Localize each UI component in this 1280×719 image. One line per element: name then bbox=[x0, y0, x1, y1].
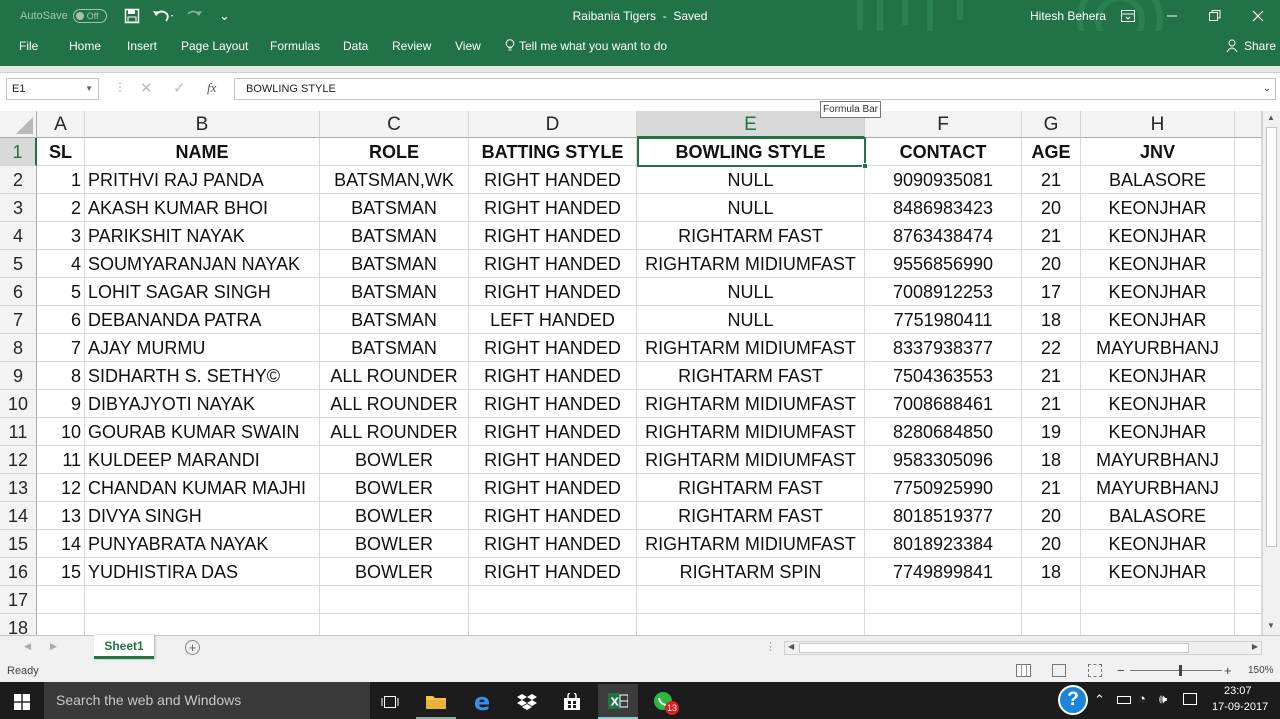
table-cell[interactable]: 6 bbox=[37, 306, 85, 334]
table-cell[interactable]: 1 bbox=[37, 166, 85, 194]
table-cell[interactable]: SOUMYARANJAN NAYAK bbox=[85, 250, 320, 278]
table-cell[interactable]: RIGHT HANDED bbox=[469, 334, 637, 362]
tell-me-box[interactable] bbox=[505, 31, 667, 66]
row-header-18[interactable]: 18 bbox=[0, 614, 37, 635]
table-cell[interactable]: 9556856990 bbox=[865, 250, 1022, 278]
table-cell[interactable]: 18 bbox=[1022, 558, 1081, 586]
empty-cell[interactable] bbox=[1235, 306, 1262, 334]
close-icon[interactable] bbox=[1252, 0, 1264, 31]
table-cell[interactable]: 18 bbox=[1022, 446, 1081, 474]
table-cell[interactable]: BALASORE bbox=[1081, 502, 1235, 530]
name-box-dropdown-icon[interactable]: ▼ bbox=[85, 84, 93, 93]
table-cell[interactable]: KEONJHAR bbox=[1081, 530, 1235, 558]
table-cell[interactable]: 7008688461 bbox=[865, 390, 1022, 418]
table-cell[interactable]: 20 bbox=[1022, 530, 1081, 558]
table-cell[interactable]: PARIKSHIT NAYAK bbox=[85, 222, 320, 250]
name-box[interactable] bbox=[6, 78, 99, 100]
empty-cell[interactable] bbox=[1235, 502, 1262, 530]
row-header-12[interactable]: 12 bbox=[0, 446, 37, 474]
empty-cell[interactable] bbox=[85, 586, 320, 614]
formula-row bbox=[0, 74, 1280, 115]
table-cell[interactable]: MAYURBHANJ bbox=[1081, 474, 1235, 502]
table-cell[interactable]: RIGHT HANDED bbox=[469, 278, 637, 306]
table-cell[interactable]: 17 bbox=[1022, 278, 1081, 306]
table-cell[interactable]: 21 bbox=[1022, 166, 1081, 194]
table-cell[interactable]: LOHIT SAGAR SINGH bbox=[85, 278, 320, 306]
empty-cell[interactable] bbox=[865, 614, 1022, 635]
table-cell[interactable]: 9090935081 bbox=[865, 166, 1022, 194]
person-icon bbox=[1226, 39, 1240, 52]
table-cell[interactable]: NULL bbox=[637, 166, 865, 194]
minimize-icon[interactable] bbox=[1166, 0, 1178, 31]
table-cell[interactable]: PRITHVI RAJ PANDA bbox=[85, 166, 320, 194]
table-cell[interactable]: 20 bbox=[1022, 194, 1081, 222]
redo-icon[interactable] bbox=[184, 0, 206, 31]
table-cell[interactable]: DEBANANDA PATRA bbox=[85, 306, 320, 334]
table-cell[interactable]: NULL bbox=[637, 278, 865, 306]
horizontal-scrollbar[interactable] bbox=[784, 641, 1262, 655]
tray-expand-icon[interactable]: ⌃ bbox=[1094, 692, 1105, 707]
sheet-tab-bar bbox=[0, 635, 1280, 661]
new-sheet-icon[interactable]: + bbox=[185, 640, 200, 655]
whatsapp-badge: 13 bbox=[666, 703, 677, 713]
file-explorer-icon[interactable] bbox=[416, 684, 456, 719]
zoom-slider-thumb[interactable] bbox=[1179, 665, 1182, 676]
table-cell[interactable]: 8486983423 bbox=[865, 194, 1022, 222]
tell-me-text: Tell me what you want to do bbox=[519, 39, 668, 53]
table-cell[interactable]: RIGHT HANDED bbox=[469, 558, 637, 586]
header-cell-g[interactable]: AGE bbox=[1022, 138, 1081, 166]
empty-cell[interactable] bbox=[1235, 614, 1262, 635]
header-cell-a[interactable]: SL bbox=[37, 138, 85, 166]
status-bar bbox=[0, 661, 1280, 682]
table-cell[interactable]: RIGHT HANDED bbox=[469, 250, 637, 278]
table-cell[interactable]: 8763438474 bbox=[865, 222, 1022, 250]
zoom-level[interactable]: 150% bbox=[1248, 665, 1274, 676]
title-bar bbox=[0, 0, 1280, 31]
scroll-up-icon[interactable]: ▲ bbox=[1267, 113, 1275, 122]
table-cell[interactable]: BALASORE bbox=[1081, 166, 1235, 194]
table-cell[interactable]: MAYURBHANJ bbox=[1081, 446, 1235, 474]
table-cell[interactable]: PUNYABRATA NAYAK bbox=[85, 530, 320, 558]
table-cell[interactable]: 7 bbox=[37, 334, 85, 362]
worksheet-grid[interactable] bbox=[0, 111, 1262, 635]
table-cell[interactable]: RIGHT HANDED bbox=[469, 502, 637, 530]
tooltip-text: Formula Bar bbox=[823, 104, 879, 115]
insert-function-icon[interactable]: fx bbox=[207, 80, 217, 95]
formula-bar-tooltip bbox=[820, 101, 881, 118]
column-header-a[interactable]: A bbox=[37, 111, 85, 138]
table-cell[interactable]: KEONJHAR bbox=[1081, 390, 1235, 418]
table-cell[interactable]: 7504363553 bbox=[865, 362, 1022, 390]
share-label: Share bbox=[1244, 39, 1277, 53]
empty-cell[interactable] bbox=[1235, 390, 1262, 418]
table-cell[interactable]: DIBYAJYOTI NAYAK bbox=[85, 390, 320, 418]
horizontal-scroll-thumb[interactable] bbox=[799, 643, 1189, 653]
table-cell[interactable]: 5 bbox=[37, 278, 85, 306]
column-header-g[interactable]: G bbox=[1022, 111, 1081, 138]
table-cell[interactable]: LEFT HANDED bbox=[469, 306, 637, 334]
table-cell[interactable]: 18 bbox=[1022, 306, 1081, 334]
row-header-2[interactable]: 2 bbox=[0, 166, 37, 194]
table-cell[interactable]: KULDEEP MARANDI bbox=[85, 446, 320, 474]
table-cell[interactable]: NULL bbox=[637, 306, 865, 334]
scroll-left-icon[interactable]: ◀ bbox=[788, 642, 795, 651]
table-cell[interactable]: RIGHTARM MIDIUMFAST bbox=[637, 334, 865, 362]
autosave-label: AutoSave bbox=[20, 9, 68, 22]
table-cell[interactable]: BOWLER bbox=[320, 474, 469, 502]
table-cell[interactable]: 4 bbox=[37, 250, 85, 278]
table-cell[interactable]: SIDHARTH S. SETHY© bbox=[85, 362, 320, 390]
empty-cell[interactable] bbox=[1081, 586, 1235, 614]
table-cell[interactable]: KEONJHAR bbox=[1081, 418, 1235, 446]
table-cell[interactable]: BATSMAN bbox=[320, 194, 469, 222]
table-cell[interactable]: RIGHTARM MIDIUMFAST bbox=[637, 250, 865, 278]
table-cell[interactable]: KEONJHAR bbox=[1081, 194, 1235, 222]
save-icon[interactable] bbox=[124, 0, 140, 31]
empty-cell[interactable] bbox=[37, 586, 85, 614]
table-cell[interactable]: YUDHISTIRA DAS bbox=[85, 558, 320, 586]
status-ready: Ready bbox=[7, 665, 39, 677]
column-header-b[interactable]: B bbox=[85, 111, 320, 138]
tab-data[interactable]: Data bbox=[343, 39, 369, 53]
table-cell[interactable]: RIGHT HANDED bbox=[469, 474, 637, 502]
header-cell-b[interactable]: NAME bbox=[85, 138, 320, 166]
table-cell[interactable]: RIGHT HANDED bbox=[469, 530, 637, 558]
column-header-next[interactable] bbox=[1235, 111, 1262, 138]
empty-cell[interactable] bbox=[865, 586, 1022, 614]
empty-cell[interactable] bbox=[85, 614, 320, 635]
autosave-state: Off bbox=[86, 10, 99, 21]
empty-cell[interactable] bbox=[1235, 418, 1262, 446]
svg-text:X: X bbox=[610, 695, 619, 708]
battery-icon[interactable] bbox=[1117, 696, 1131, 704]
table-cell[interactable]: 7751980411 bbox=[865, 306, 1022, 334]
tab-view[interactable]: View bbox=[455, 39, 481, 53]
column-header-d[interactable]: D bbox=[469, 111, 637, 138]
table-cell[interactable]: 21 bbox=[1022, 362, 1081, 390]
row-header-7[interactable]: 7 bbox=[0, 306, 37, 334]
autosave-switch[interactable] bbox=[73, 9, 107, 23]
table-cell[interactable]: 14 bbox=[37, 530, 85, 558]
tab-insert[interactable]: Insert bbox=[127, 39, 158, 53]
table-cell[interactable]: 12 bbox=[37, 474, 85, 502]
table-cell[interactable]: RIGHTARM MIDIUMFAST bbox=[637, 446, 865, 474]
page-layout-view-icon[interactable] bbox=[1052, 664, 1066, 677]
expand-formula-bar-icon[interactable]: ⌄ bbox=[1262, 83, 1271, 94]
table-cell[interactable]: 8 bbox=[37, 362, 85, 390]
document-title: Raibania Tigers - Saved bbox=[572, 8, 708, 23]
empty-cell[interactable] bbox=[1022, 614, 1081, 635]
table-cell[interactable]: GOURAB KUMAR SWAIN bbox=[85, 418, 320, 446]
tab-page-layout[interactable]: Page Layout bbox=[181, 39, 249, 53]
zoom-out-icon[interactable]: − bbox=[1117, 663, 1125, 678]
store-icon[interactable] bbox=[552, 684, 592, 719]
empty-cell[interactable] bbox=[1235, 334, 1262, 362]
table-cell[interactable]: 3 bbox=[37, 222, 85, 250]
table-cell[interactable]: DIVYA SINGH bbox=[85, 502, 320, 530]
empty-cell[interactable] bbox=[1235, 166, 1262, 194]
table-cell[interactable]: BOWLER bbox=[320, 530, 469, 558]
table-cell[interactable]: 7749899841 bbox=[865, 558, 1022, 586]
header-cell-e[interactable]: BOWLING STYLE bbox=[637, 138, 865, 166]
table-cell[interactable]: ALL ROUNDER bbox=[320, 418, 469, 446]
table-cell[interactable]: ALL ROUNDER bbox=[320, 390, 469, 418]
table-cell[interactable]: RIGHTARM FAST bbox=[637, 222, 865, 250]
row-header-14[interactable]: 14 bbox=[0, 502, 37, 530]
sheet-tab-label: Sheet1 bbox=[104, 639, 144, 653]
empty-cell[interactable] bbox=[1235, 250, 1262, 278]
header-cell-h[interactable]: JNV bbox=[1081, 138, 1235, 166]
row-header-11[interactable]: 11 bbox=[0, 418, 37, 446]
table-cell[interactable]: RIGHT HANDED bbox=[469, 194, 637, 222]
empty-cell[interactable] bbox=[1235, 278, 1262, 306]
restore-icon[interactable] bbox=[1209, 0, 1221, 31]
header-cell-d[interactable]: BATTING STYLE bbox=[469, 138, 637, 166]
table-cell[interactable]: BATSMAN bbox=[320, 306, 469, 334]
enter-entry-icon[interactable]: ✓ bbox=[173, 80, 186, 97]
empty-cell[interactable] bbox=[1022, 586, 1081, 614]
task-view-icon[interactable] bbox=[370, 684, 410, 719]
table-cell[interactable]: 9583305096 bbox=[865, 446, 1022, 474]
table-cell[interactable]: BATSMAN bbox=[320, 222, 469, 250]
name-box-value: E1 bbox=[12, 83, 26, 95]
fill-handle[interactable] bbox=[862, 163, 868, 169]
lightbulb-icon bbox=[505, 39, 515, 52]
vertical-scrollbar[interactable] bbox=[1262, 111, 1280, 635]
empty-cell[interactable] bbox=[1235, 586, 1262, 614]
taskbar-search-placeholder: Search the web and Windows bbox=[56, 692, 242, 708]
autosave-toggle[interactable] bbox=[20, 0, 107, 31]
ribbon-tabs bbox=[0, 31, 1280, 66]
table-cell[interactable]: MAYURBHANJ bbox=[1081, 334, 1235, 362]
tab-split-grip-icon[interactable]: ⋮ bbox=[765, 641, 776, 653]
page-break-view-icon[interactable] bbox=[1088, 664, 1102, 677]
table-cell[interactable]: BOWLER bbox=[320, 502, 469, 530]
empty-cell[interactable] bbox=[37, 614, 85, 635]
vertical-scroll-thumb[interactable] bbox=[1266, 127, 1277, 547]
table-cell[interactable]: 9 bbox=[37, 390, 85, 418]
table-cell[interactable]: 8018519377 bbox=[865, 502, 1022, 530]
table-cell[interactable]: 19 bbox=[1022, 418, 1081, 446]
table-cell[interactable]: BATSMAN bbox=[320, 334, 469, 362]
table-cell[interactable]: BATSMAN bbox=[320, 278, 469, 306]
help-icon[interactable]: ? bbox=[1058, 685, 1088, 715]
clock-date[interactable]: 17-09-2017 bbox=[1212, 701, 1269, 713]
volume-icon[interactable]: 🕪 bbox=[1159, 691, 1168, 706]
table-cell[interactable]: RIGHTARM MIDIUMFAST bbox=[637, 530, 865, 558]
empty-cell[interactable] bbox=[1235, 362, 1262, 390]
wifi-icon[interactable]: ◔ bbox=[1138, 691, 1146, 706]
table-cell[interactable]: AJAY MURMU bbox=[85, 334, 320, 362]
empty-cell[interactable] bbox=[320, 586, 469, 614]
table-cell[interactable]: RIGHTARM FAST bbox=[637, 474, 865, 502]
dropbox-icon[interactable] bbox=[507, 684, 547, 719]
tab-formulas[interactable]: Formulas bbox=[270, 39, 321, 53]
empty-cell[interactable] bbox=[469, 586, 637, 614]
table-cell[interactable]: 10 bbox=[37, 418, 85, 446]
table-cell[interactable]: 13 bbox=[37, 502, 85, 530]
scroll-right-icon[interactable]: ▶ bbox=[1251, 642, 1258, 651]
normal-view-icon[interactable] bbox=[1016, 664, 1031, 677]
empty-cell[interactable] bbox=[1235, 194, 1262, 222]
row-header-3[interactable]: 3 bbox=[0, 194, 37, 222]
table-cell[interactable]: 20 bbox=[1022, 250, 1081, 278]
table-cell[interactable]: RIGHT HANDED bbox=[469, 418, 637, 446]
table-cell[interactable]: RIGHTARM SPIN bbox=[637, 558, 865, 586]
prev-sheet-icon[interactable]: ◀ bbox=[24, 641, 31, 651]
sheet-tab-sheet1[interactable] bbox=[94, 635, 154, 659]
empty-cell[interactable] bbox=[1235, 558, 1262, 586]
whatsapp-icon[interactable] bbox=[644, 684, 684, 719]
clock-time[interactable]: 23:07 bbox=[1224, 685, 1252, 697]
table-cell[interactable]: ALL ROUNDER bbox=[320, 362, 469, 390]
row-header-16[interactable]: 16 bbox=[0, 558, 37, 586]
column-header-e[interactable]: E bbox=[637, 111, 865, 138]
tab-review[interactable]: Review bbox=[392, 39, 432, 53]
header-cell-c[interactable]: ROLE bbox=[320, 138, 469, 166]
table-cell[interactable]: AKASH KUMAR BHOI bbox=[85, 194, 320, 222]
row-header-10[interactable]: 10 bbox=[0, 390, 37, 418]
empty-cell[interactable] bbox=[320, 614, 469, 635]
row-header-1[interactable]: 1 bbox=[0, 138, 37, 166]
table-cell[interactable]: RIGHT HANDED bbox=[469, 390, 637, 418]
table-cell[interactable]: RIGHT HANDED bbox=[469, 446, 637, 474]
table-cell[interactable]: RIGHT HANDED bbox=[469, 166, 637, 194]
table-cell[interactable]: KEONJHAR bbox=[1081, 558, 1235, 586]
row-header-6[interactable]: 6 bbox=[0, 278, 37, 306]
table-cell[interactable]: KEONJHAR bbox=[1081, 362, 1235, 390]
table-cell[interactable]: 15 bbox=[37, 558, 85, 586]
table-cell[interactable]: RIGHT HANDED bbox=[469, 222, 637, 250]
zoom-slider[interactable] bbox=[1130, 670, 1222, 671]
empty-cell[interactable] bbox=[637, 586, 865, 614]
empty-cell[interactable] bbox=[1235, 530, 1262, 558]
table-cell[interactable]: KEONJHAR bbox=[1081, 306, 1235, 334]
row-header-13[interactable]: 13 bbox=[0, 474, 37, 502]
empty-cell[interactable] bbox=[469, 614, 637, 635]
empty-cell[interactable] bbox=[637, 614, 865, 635]
ribbon-collapsed-area bbox=[0, 66, 1280, 73]
table-cell[interactable]: RIGHTARM FAST bbox=[637, 502, 865, 530]
row-header-9[interactable]: 9 bbox=[0, 362, 37, 390]
zoom-in-icon[interactable]: + bbox=[1224, 663, 1232, 678]
table-cell[interactable]: BOWLER bbox=[320, 446, 469, 474]
tab-file[interactable]: File bbox=[19, 39, 39, 53]
undo-icon[interactable] bbox=[152, 0, 174, 31]
table-cell[interactable]: NULL bbox=[637, 194, 865, 222]
windows-taskbar bbox=[0, 682, 1280, 719]
tab-home[interactable]: Home bbox=[69, 39, 102, 53]
next-sheet-icon[interactable]: ▶ bbox=[50, 641, 57, 651]
ribbon-display-options-icon[interactable] bbox=[1121, 0, 1135, 31]
table-cell[interactable]: 21 bbox=[1022, 474, 1081, 502]
row-header-17[interactable]: 17 bbox=[0, 586, 37, 614]
table-cell[interactable]: KEONJHAR bbox=[1081, 278, 1235, 306]
table-cell[interactable]: RIGHTARM MIDIUMFAST bbox=[637, 418, 865, 446]
row-header-8[interactable]: 8 bbox=[0, 334, 37, 362]
excel-taskbar-icon[interactable] bbox=[598, 684, 638, 719]
table-cell[interactable]: KEONJHAR bbox=[1081, 222, 1235, 250]
table-cell[interactable]: 8337938377 bbox=[865, 334, 1022, 362]
table-cell[interactable]: 2 bbox=[37, 194, 85, 222]
column-header-c[interactable]: C bbox=[320, 111, 469, 138]
table-cell[interactable]: 7008912253 bbox=[865, 278, 1022, 306]
header-cell-f[interactable]: CONTACT bbox=[865, 138, 1022, 166]
table-cell[interactable]: BATSMAN,WK bbox=[320, 166, 469, 194]
formula-input[interactable] bbox=[234, 78, 1276, 100]
share-button[interactable] bbox=[1226, 31, 1276, 66]
table-cell[interactable]: BATSMAN bbox=[320, 250, 469, 278]
empty-cell[interactable] bbox=[1081, 614, 1235, 635]
table-cell[interactable]: 11 bbox=[37, 446, 85, 474]
row-header-15[interactable]: 15 bbox=[0, 530, 37, 558]
notification-icon[interactable] bbox=[1183, 693, 1197, 705]
table-cell[interactable]: RIGHTARM FAST bbox=[637, 362, 865, 390]
table-cell[interactable]: 21 bbox=[1022, 222, 1081, 250]
table-cell[interactable]: 22 bbox=[1022, 334, 1081, 362]
empty-cell[interactable] bbox=[1235, 138, 1262, 166]
edge-browser-icon[interactable]: e bbox=[473, 687, 491, 716]
column-header-h[interactable]: H bbox=[1081, 111, 1235, 138]
windows-start-icon[interactable] bbox=[2, 684, 42, 719]
row-header-4[interactable]: 4 bbox=[0, 222, 37, 250]
table-cell[interactable]: RIGHTARM MIDIUMFAST bbox=[637, 390, 865, 418]
table-cell[interactable]: CHANDAN KUMAR MAJHI bbox=[85, 474, 320, 502]
table-cell[interactable]: BOWLER bbox=[320, 558, 469, 586]
formula-bar-grip-icon[interactable]: ⋮ bbox=[114, 80, 126, 94]
table-cell[interactable]: KEONJHAR bbox=[1081, 250, 1235, 278]
taskbar-search-box[interactable] bbox=[44, 682, 370, 719]
row-header-5[interactable]: 5 bbox=[0, 250, 37, 278]
table-cell[interactable]: 7750925990 bbox=[865, 474, 1022, 502]
empty-cell[interactable] bbox=[1235, 222, 1262, 250]
cancel-entry-icon[interactable]: ✕ bbox=[140, 80, 153, 97]
empty-cell[interactable] bbox=[1235, 446, 1262, 474]
table-cell[interactable]: 8018923384 bbox=[865, 530, 1022, 558]
scroll-down-icon[interactable]: ▼ bbox=[1267, 621, 1275, 630]
table-cell[interactable]: RIGHT HANDED bbox=[469, 362, 637, 390]
select-all-corner[interactable] bbox=[0, 111, 37, 138]
customize-qat-icon[interactable]: ⌄ bbox=[219, 7, 230, 23]
table-cell[interactable]: 8280684850 bbox=[865, 418, 1022, 446]
empty-cell[interactable] bbox=[1235, 474, 1262, 502]
column-header-f[interactable]: F bbox=[865, 111, 1022, 138]
user-name[interactable]: Hitesh Behera bbox=[1030, 8, 1107, 23]
autosave-knob bbox=[76, 12, 84, 20]
table-cell[interactable]: 20 bbox=[1022, 502, 1081, 530]
formula-content: BOWLING STYLE bbox=[246, 83, 336, 95]
table-cell[interactable]: 21 bbox=[1022, 390, 1081, 418]
